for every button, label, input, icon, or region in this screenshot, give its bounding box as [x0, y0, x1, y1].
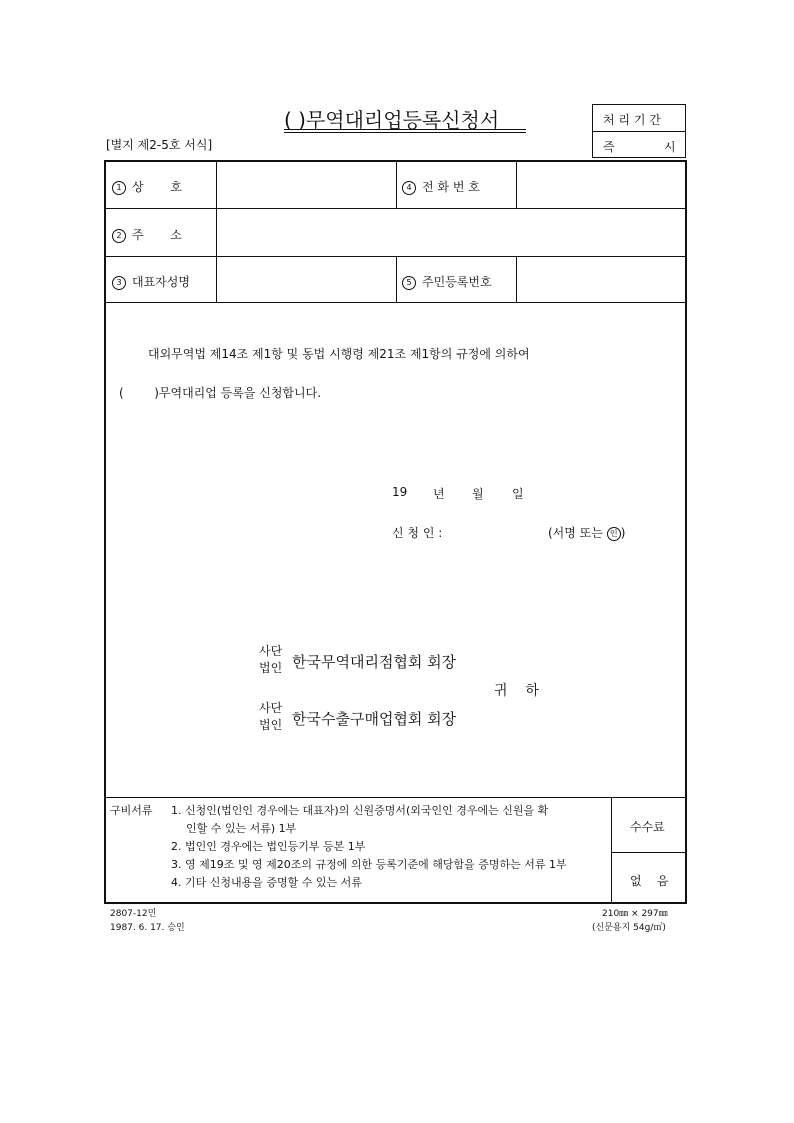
paper-size: 210㎜ × 297㎜ — [602, 909, 668, 919]
addressee-1: 한국무역대리점협회 회장 — [292, 653, 457, 671]
title-underline — [284, 132, 526, 133]
representative-field[interactable] — [217, 258, 393, 300]
form-code: 2807-12민 — [110, 909, 157, 919]
label-text: 주 소 — [132, 228, 182, 242]
statement-line-2: ( )무역대리업 등록을 신청합니다. — [119, 386, 322, 400]
column-divider — [396, 162, 397, 208]
sign-note-close: ) — [620, 526, 626, 540]
circle-number: 2 — [112, 229, 126, 243]
form-title: ( )무역대리업등록신청서 — [284, 108, 500, 132]
doc-item-continued: 인할 수 있는 서류) 1부 — [186, 822, 297, 835]
column-divider — [611, 797, 612, 902]
fee-value: 없 음 — [630, 874, 669, 888]
row-divider — [106, 302, 685, 303]
form-reference: [별지 제2-5호 서식] — [106, 138, 213, 152]
corporation-type-1 — [259, 643, 282, 677]
column-divider — [396, 256, 397, 302]
phone-label — [402, 178, 480, 195]
resident-no-field[interactable] — [517, 258, 683, 300]
honorific: 귀 하 — [494, 683, 539, 699]
processing-period-label: 처 리 기 간 — [603, 113, 661, 127]
sign-note-text: (서명 또는 — [548, 526, 603, 540]
row-divider — [106, 797, 685, 798]
phone-field[interactable] — [517, 164, 683, 204]
doc-item: 1. 신청인(법인인 경우에는 대표자)의 신원증명서(외국인인 경우에는 신원을 확 — [171, 804, 549, 817]
corp-type-bottom: 법인 — [259, 661, 283, 675]
doc-item: 2. 법인인 경우에는 법인등기부 등본 1부 — [171, 840, 366, 853]
representative-label — [112, 273, 190, 290]
trade-name-field[interactable] — [217, 164, 393, 204]
corp-type-top: 사단 — [259, 644, 283, 658]
address-label — [112, 226, 182, 243]
circle-number: 5 — [402, 276, 416, 290]
processing-period-value: 즉 — [603, 140, 615, 154]
required-docs-label: 구비서류 — [110, 804, 153, 817]
date-year-prefix: 19 — [392, 485, 408, 499]
fee-label: 수수료 — [630, 820, 665, 834]
resident-no-label — [402, 273, 492, 290]
divider — [592, 131, 686, 132]
circle-number: 4 — [402, 181, 416, 195]
applicant-label: 신 청 인 : — [392, 526, 443, 540]
paper-type: (신문용지 54g/㎡) — [592, 923, 666, 933]
date-year-label: 년 — [433, 487, 445, 501]
sign-or-seal-note — [548, 524, 625, 541]
corp-type-bottom: 법인 — [259, 718, 283, 732]
statement-line-1: 대외무역법 제14조 제1항 및 동법 시행령 제21조 제1항의 규정에 의하여 — [148, 347, 530, 361]
circle-number: 1 — [112, 181, 126, 195]
fee-divider — [611, 852, 685, 853]
label-text: 주민등록번호 — [422, 275, 492, 289]
doc-item: 3. 영 제19조 및 영 제20조의 규정에 의한 등록기준에 해당함을 증명하는 서류 1부 — [171, 858, 567, 871]
approval-date: 1987. 6. 17. 승인 — [110, 923, 185, 933]
trade-name-label — [112, 178, 182, 195]
label-text: 대표자성명 — [132, 275, 190, 289]
date-month-label: 월 — [472, 487, 484, 501]
date-day-label: 일 — [512, 487, 524, 501]
corp-type-top: 사단 — [259, 701, 283, 715]
title-underline — [284, 129, 526, 130]
doc-item: 4. 기타 신청내용을 증명할 수 있는 서류 — [171, 876, 362, 889]
label-text: 전 화 번 호 — [422, 180, 480, 194]
processing-period-value: 시 — [664, 140, 676, 154]
seal-icon: 인 — [607, 527, 621, 541]
circle-number: 3 — [112, 276, 126, 290]
applicant-signature-field[interactable] — [462, 518, 542, 540]
row-divider — [106, 208, 685, 209]
addressee-2: 한국수출구매업협회 회장 — [292, 710, 457, 728]
address-field[interactable] — [217, 210, 683, 254]
label-text: 상 호 — [132, 180, 182, 194]
corporation-type-2 — [259, 700, 282, 734]
